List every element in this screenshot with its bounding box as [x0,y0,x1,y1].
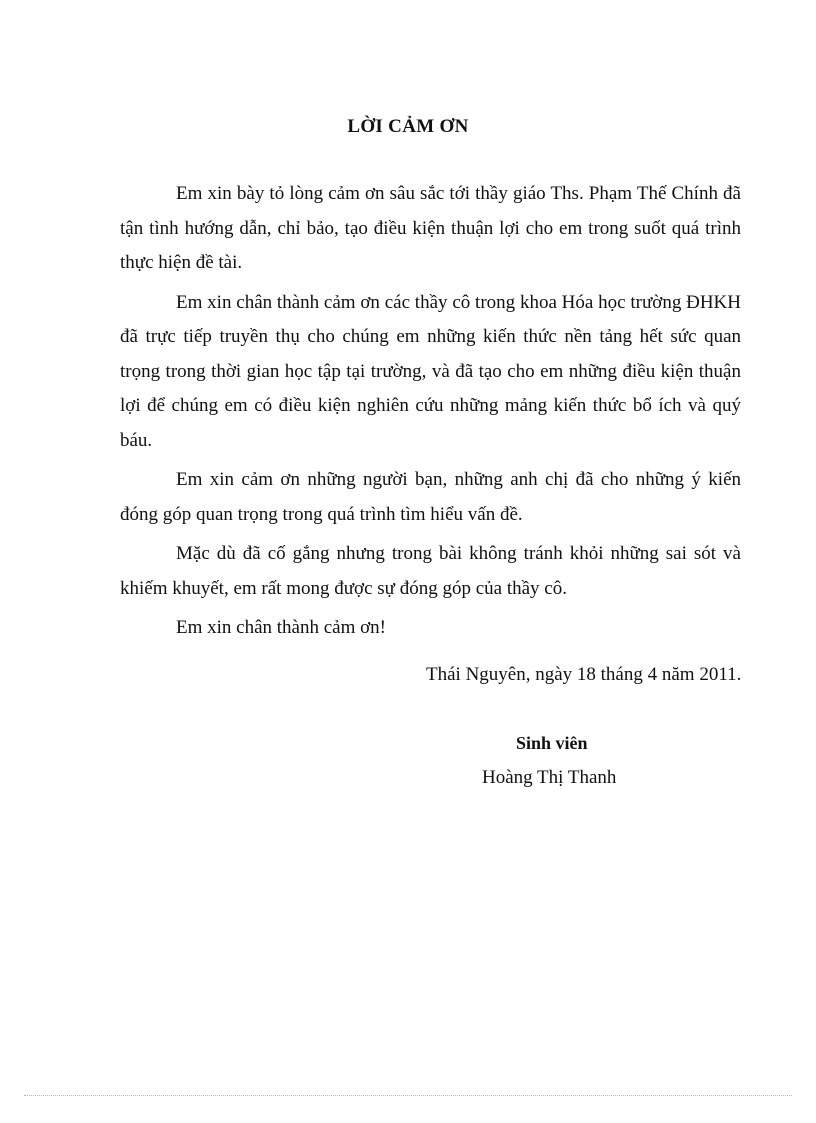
paragraph-2: Em xin chân thành cảm ơn các thầy cô trong khoa Hóa học trường ĐHKH đã trực tiếp truyền thụ cho chúng em những kiến thức nền tảng hết sức quan trọng trong thời gian học tập tại trường, và đã tạo cho em những điều kiện thuận lợi để chúng em có điều kiện nghiên cứu những mảng kiến thức bổ ích và quý báu. [120,291,741,451]
paragraph-1: Em xin bày tỏ lòng cảm ơn sâu sắc tới thầy giáo Ths. Phạm Thế Chính đã tận tình hướng dẫn, chỉ bảo, tạo điều kiện thuận lợi cho em trong suốt quá trình thực hiện đề tài. [120,183,741,273]
signature-name: Hoàng Thị Thanh [482,767,617,788]
date-line: Thái Nguyên, ngày 18 tháng 4 năm 2011. [426,664,742,685]
footer-divider [24,1095,792,1096]
signature-role: Sinh viên [516,733,588,753]
paragraph-3: Em xin cảm ơn những người bạn, những anh chị đã cho những ý kiến đóng góp quan trọng trong quá trình tìm hiểu vấn đề. [120,469,741,525]
paragraph-4: Mặc dù đã cố gắng nhưng trong bài không tránh khỏi những sai sót và khiếm khuyết, em rất mong được sự đóng góp của thầy cô. [120,543,741,599]
paragraph-5: Em xin chân thành cảm ơn! [176,617,387,638]
acknowledgement-body [120,177,741,651]
page-title: LỜI CẢM ƠN [347,116,469,137]
